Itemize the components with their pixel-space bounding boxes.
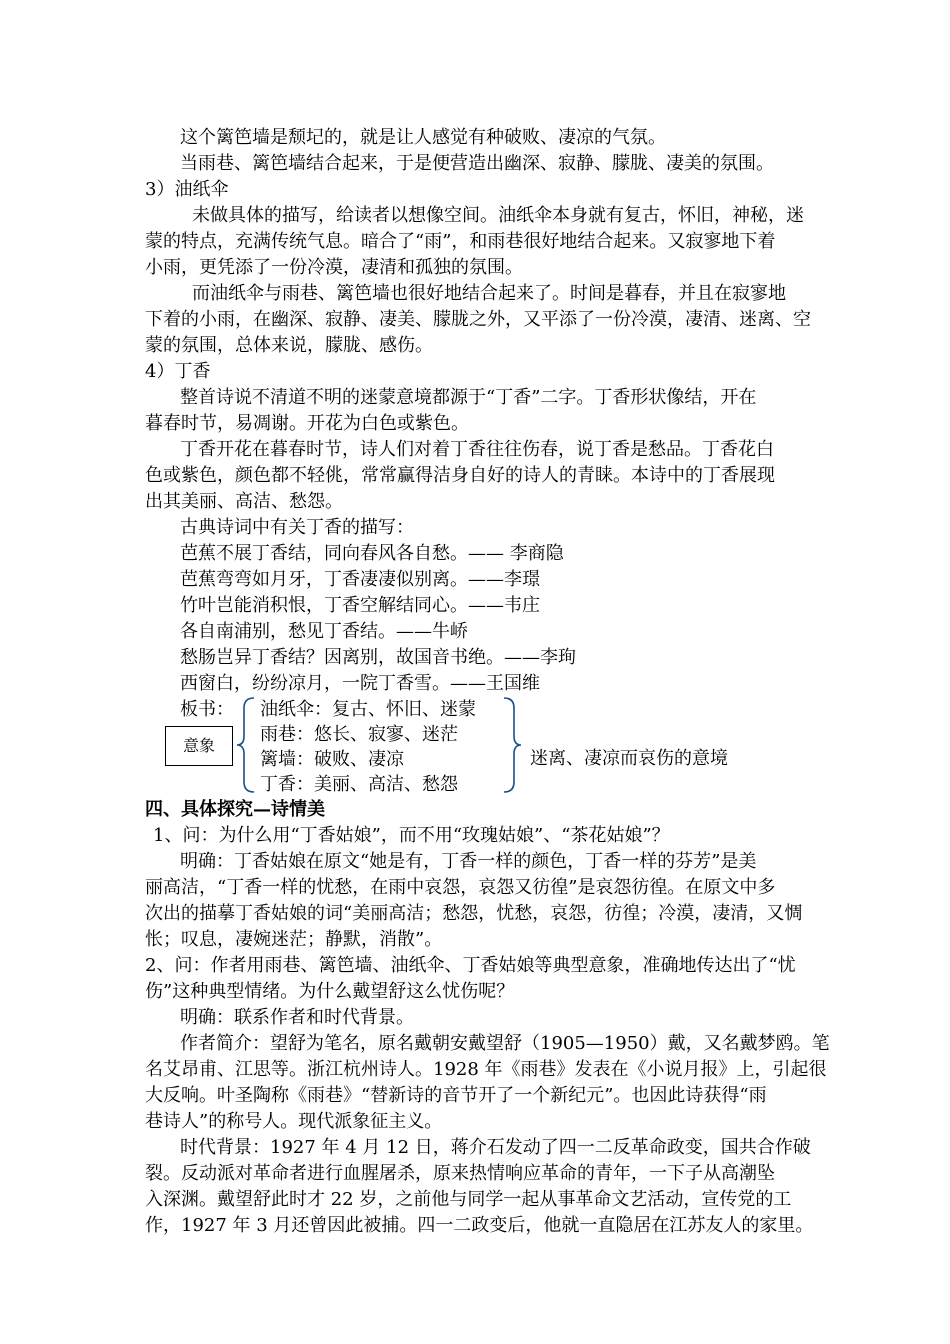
poem-quote: 芭蕉弯弯如月牙，丁香凄凄似别离。——李璟	[180, 569, 540, 590]
text-line: 小雨，更凭添了一份冷漠，凄清和孤独的氛围。	[145, 257, 523, 278]
text-line: 蒙的特点，充满传统气息。暗合了“雨”，和雨巷很好地结合起来。又寂寥地下着	[145, 231, 776, 252]
text-line: 巷诗人”的称号人。现代派象征主义。	[145, 1111, 443, 1132]
text-line: 整首诗说不清道不明的迷蒙意境都源于“丁香”二字。丁香形状像结，开在	[180, 387, 757, 408]
text-line: 怅；叹息，凄婉迷茫；静默，消散”。	[145, 929, 443, 950]
text-line: 下着的小雨，在幽深、寂静、凄美、朦胧之外，又平添了一份冷漠，凄清、迷离、空	[145, 309, 811, 330]
text-line: 出其美丽、高洁、愁怨。	[145, 491, 343, 512]
text-line: 裂。反动派对革命者进行血腥屠杀，原来热情响应革命的青年，一下子从高潮坠	[145, 1163, 775, 1184]
diagram-item-fence: 篱墙：破败、凄凉	[260, 749, 404, 770]
diagram-item-alley: 雨巷：悠长、寂寥、迷茫	[260, 724, 458, 745]
poem-quote: 愁肠岂异丁香结？因离别，故国音书绝。——李珣	[180, 647, 576, 668]
text-line: 蒙的氛围，总体来说，朦胧、感伤。	[145, 335, 433, 356]
blackboard-label: 板书：	[180, 699, 234, 720]
poem-quote: 西窗白，纷纷凉月，一院丁香雪。——王国维	[180, 673, 540, 694]
diagram-item-lilac: 丁香：美丽、高洁、愁怨	[260, 774, 458, 795]
text-line: 古典诗词中有关丁香的描写：	[180, 517, 414, 538]
diagram-result: 迷离、凄凉而哀伤的意境	[530, 748, 728, 769]
diagram-item-umbrella: 油纸伞：复古、怀旧、迷蒙	[260, 699, 476, 720]
text-line: 名艾昂甫、江思等。浙江杭州诗人。1928 年《雨巷》发表在《小说月报》上，引起很	[145, 1059, 827, 1080]
text-line: 而油纸伞与雨巷、篱笆墙也很好地结合起来了。时间是暮春，并且在寂寥地	[192, 283, 786, 304]
section-heading: 四、具体探究—诗情美	[145, 799, 325, 820]
imagery-box: 意象	[165, 726, 233, 766]
text-line: 丁香开花在暮春时节，诗人们对着丁香往往伤春，说丁香是愁品。丁香花白	[180, 439, 774, 460]
text-line: 当雨巷、篱笆墙结合起来，于是便营造出幽深、寂静、朦胧、凄美的氛围。	[180, 153, 774, 174]
text-line: 入深渊。戴望舒此时才 22 岁，之前他与同学一起从事革命文艺活动，宣传党的工	[145, 1189, 792, 1210]
poem-quote: 芭蕉不展丁香结，同向春风各自愁。—— 李商隐	[180, 543, 564, 564]
subheading-lilac: 4）丁香	[145, 361, 211, 382]
text-line: 这个篱笆墙是颓圮的，就是让人感觉有种破败、凄凉的气氛。	[180, 127, 666, 148]
poem-quote: 竹叶岂能消积恨，丁香空解结同心。——韦庄	[180, 595, 540, 616]
text-line: 明确：丁香姑娘在原文“她是有，丁香一样的颜色，丁香一样的芬芳”是美	[180, 851, 757, 872]
text-line: 明确：联系作者和时代背景。	[180, 1007, 414, 1028]
right-brace	[500, 696, 522, 794]
question-2: 2、问：作者用雨巷、篱笆墙、油纸伞、丁香姑娘等典型意象，准确地传达出了“忧	[145, 955, 796, 976]
text-line: 伤”这种典型情绪。为什么戴望舒这么忧伤呢？	[145, 981, 515, 1002]
question-1: 1、问：为什么用“丁香姑娘”，而不用“玫瑰姑娘”、“茶花姑娘”？	[153, 825, 670, 846]
poem-quote: 各自南浦别，愁见丁香结。——牛峤	[180, 621, 468, 642]
text-line: 次出的描摹丁香姑娘的词“美丽高洁；愁怨，忧愁，哀怨，彷徨；冷漠，凄清，又惆	[145, 903, 803, 924]
left-brace	[236, 696, 258, 794]
text-line: 作，1927 年 3 月还曾因此被捕。四一二政变后，他就一直隐居在江苏友人的家里。	[145, 1215, 814, 1236]
text-line: 丽高洁，“丁香一样的忧愁，在雨中哀怨，哀怨又彷徨”是哀怨彷徨。在原文中多	[145, 877, 776, 898]
subheading-oil-paper-umbrella: 3）油纸伞	[145, 179, 229, 200]
text-line: 暮春时节，易凋谢。开花为白色或紫色。	[145, 413, 469, 434]
text-line: 色或紫色，颜色都不轻佻，常常赢得洁身自好的诗人的青睐。本诗中的丁香展现	[145, 465, 775, 486]
text-line: 作者简介：望舒为笔名，原名戴朝安戴望舒（1905—1950）戴，又名戴梦鸥。笔	[180, 1033, 830, 1054]
text-line: 时代背景：1927 年 4 月 12 日，蒋介石发动了四一二反革命政变，国共合作破	[180, 1137, 811, 1158]
text-line: 大反响。叶圣陶称《雨巷》“替新诗的音节开了一个新纪元”。也因此诗获得“雨	[145, 1085, 767, 1106]
text-line: 未做具体的描写，给读者以想像空间。油纸伞本身就有复古，怀旧，神秘，迷	[192, 205, 804, 226]
